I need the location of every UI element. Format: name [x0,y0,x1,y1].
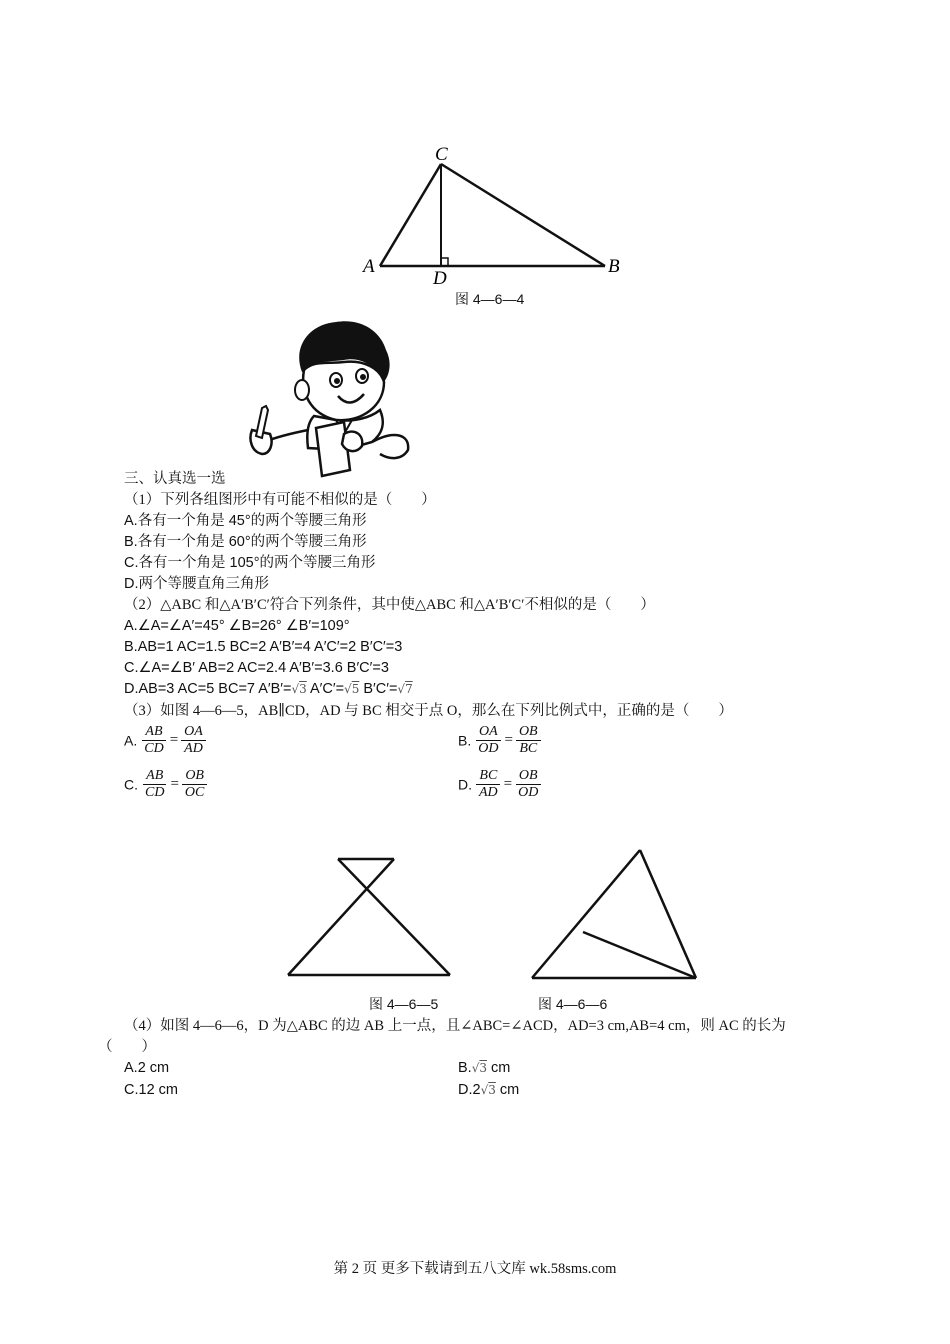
q1-option-b: B.各有一个角是 60°的两个等腰三角形 [124,534,367,550]
q1-stem: （1）下列各组图形中有可能不相似的是（ ） [124,492,436,508]
figure-4-6-6-caption: 图 4—6—6 [538,996,608,1012]
q4-option-a: A.2 cm [124,1060,170,1076]
segment-AB [532,850,640,978]
q1-option-d: D.两个等腰直角三角形 [124,576,269,592]
q2-option-c: C.∠A=∠B′ AB=2 AC=2.4 A′B′=3.6 B′C′=3 [124,660,389,676]
sqrt-7: √7 [397,682,413,696]
q4-stem-paren: （ ） [98,1039,156,1055]
segment-CB [441,164,605,266]
label-D: D [433,268,447,285]
q1-option-a: A.各有一个角是 45°的两个等腰三角形 [124,513,367,529]
q2-option-a: A.∠A=∠A′=45° ∠B=26° ∠B′=109° [124,618,350,634]
q4-stem: （4）如图 4—6—6，D 为△ABC 的边 AB 上一点，且∠ABC=∠ACD，AD=3 cm,AB=4 cm，则 AC 的长为 [124,1018,786,1034]
q3-option-c: C. $\frac{AB}{CD}$ = $\frac{OB}{OC}$ [124,768,207,801]
q1-option-c: C.各有一个角是 105°的两个等腰三角形 [124,555,376,571]
cartoon-boy-illustration [244,310,414,480]
figure-4-6-4-caption: 图 4—6—4 [455,291,525,307]
segment-AC [380,164,441,266]
section-3-heading: 三、认真选一选 [124,471,226,487]
figure-4-6-4 [355,140,635,285]
sqrt-3: √3 [291,682,307,696]
q4-option-d: D.2√3 cm [458,1082,520,1098]
figure-4-6-5 [262,845,477,990]
q4-option-b: B.√3 cm [458,1060,511,1076]
label-C: C [435,144,448,165]
segment-BC [288,859,394,975]
q3-stem: （3）如图 4—6—5，AB∥CD，AD 与 BC 相交于点 O，那么在下列比例式中，正确的是（ ） [124,703,733,719]
q2-option-d-prefix: D.AB=3 AC=5 BC=7 A′B′= [124,681,292,697]
q4-option-c: C.12 cm [124,1082,178,1098]
q2-option-d-mid2: B′C′= [359,681,398,697]
q2-option-d-mid1: A′C′= [306,681,345,697]
label-B: B [608,256,620,277]
q3-option-b: B. $\frac{OA}{OD}$ = $\frac{OB}{BC}$ [458,724,541,757]
sqrt-3: √3 [471,1061,487,1075]
figure-4-6-5-caption: 图 4—6—5 [369,996,439,1012]
q2-option-b: B.AB=1 AC=1.5 BC=2 A′B′=4 A′C′=2 B′C′=3 [124,639,403,655]
q2-option-d [124,679,413,699]
q3-option-d: D. $\frac{BC}{AD}$ = $\frac{OB}{OD}$ [458,768,541,801]
q3-option-a: A. $\frac{AB}{CD}$ = $\frac{OA}{AD}$ [124,724,206,757]
label-A: A [363,256,375,277]
page-footer: 第 2 页 更多下载请到五八文库 wk.58sms.com [333,1261,617,1277]
sqrt-3: √3 [480,1083,496,1097]
segment-AD [338,859,450,975]
figure-4-6-6 [510,832,725,994]
sqrt-5: √5 [344,682,360,696]
q2-stem: （2）△ABC 和△A′B′C′符合下列条件，其中使△ABC 和△A′B′C′不相似的是（ ） [124,597,655,613]
